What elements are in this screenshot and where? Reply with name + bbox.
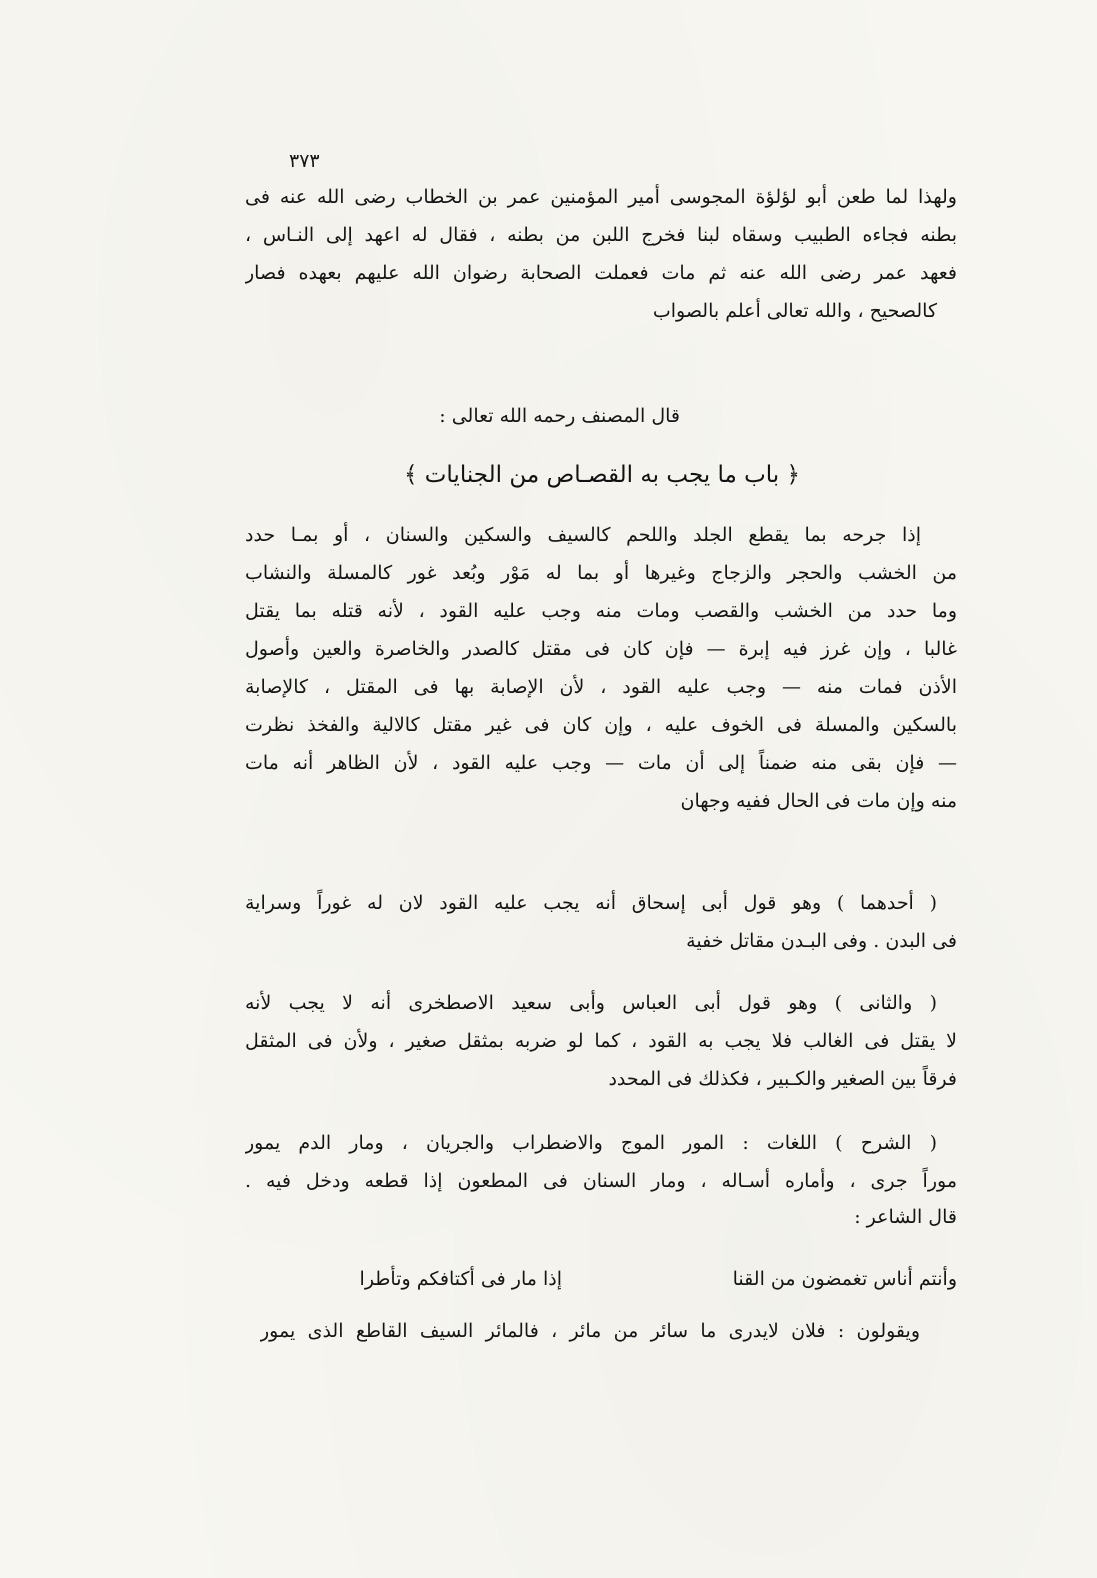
text-line: غالبا ، وإن غرز فيه إبرة — فإن كان فى مقتل كالصدر والخاصرة والعين وأصول — [245, 638, 957, 660]
text-line: منه وإن مات فى الحال ففيه وجهان — [680, 790, 957, 812]
text-line: قال الشاعر : — [854, 1206, 957, 1228]
text-line: فى البدن . وفى البـدن مقاتل خفية — [686, 930, 957, 952]
text-line: لا يقتل فى الغالب فلا يجب به القود ، كما لو ضربه بمثقل صغير ، ولأن فى المثقل — [245, 1030, 957, 1052]
verse-first-hemistich: وأنتم أناس تغمضون من القنا — [732, 1268, 957, 1290]
text-line: فرقاً بين الصغير والكـبير ، فكذلك فى المحدد — [608, 1068, 957, 1090]
text-line: ويقولون : فلان لايدرى ما سائر من مائر ، فالمائر السيف القاطع الذى يمور — [260, 1320, 920, 1342]
page-number: ٣٧٣ — [289, 150, 320, 172]
text-line: بطنه فجاءه الطبيب وسقاه لبنا فخرج اللبن من بطنه ، فقال له اعهد إلى النـاس ، — [245, 224, 957, 246]
text-line: إذا جرحه بما يقطع الجلد واللحم كالسيف والسكين والسنان ، أو بمـا حدد — [245, 524, 921, 546]
paragraph-main-text — [245, 516, 957, 820]
text-line: من الخشب والحجر والزجاج وغيرها أو بما له مَوْر وبُعد غور كالمسلة والنشاب — [245, 562, 957, 584]
text-line: ولهذا لما طعن أبو لؤلؤة المجوسى أمير المؤمنين عمر بن الخطاب رضى الله عنه فى — [245, 186, 957, 208]
text-line: ( والثانى ) وهو قول أبى العباس وأبى سعيد الاصطخرى أنه لا يجب لأنه — [245, 992, 937, 1014]
text-line: بالسكين والمسلة فى الخوف عليه ، وإن كان فى غير مقتل كالالية والفخذ نظرت — [245, 714, 957, 736]
author-intro: قال المصنف رحمه الله تعالى : — [439, 405, 680, 427]
text-line: ( الشرح ) اللغات : المور الموج والاضطراب والجريان ، ومار الدم يمور — [245, 1132, 937, 1154]
paragraph-first-view — [245, 884, 957, 960]
text-line: الأذن فمات منه — وجب عليه القود ، لأن الإصابة بها فى المقتل ، كالإصابة — [245, 676, 957, 698]
text-line: فعهد عمر رضى الله عنه ثم مات فعملت الصحابة رضوان الله عليهم بعهده فصار — [245, 262, 957, 284]
paragraph-closing — [260, 1312, 920, 1350]
verse-second-hemistich: إذا مار فى أكتافكم وتأطرا — [359, 1268, 562, 1290]
text-line: — فإن بقى منه ضمناً إلى أن مات — وجب عليه القود ، لأن الظاهر أنه مات — [245, 752, 957, 774]
paragraph-opening — [245, 178, 957, 330]
text-line: وما حدد من الخشب والقصب ومات منه وجب عليه القود ، لأنه قتله بما يقتل — [245, 600, 957, 622]
chapter-title: ﴿ باب ما يجب به القصـاص من الجنايات ﴾ — [403, 462, 800, 488]
text-line: كالصحيح ، والله تعالى أعلم بالصواب — [652, 300, 937, 322]
paragraph-commentary — [245, 1124, 957, 1234]
text-line: ( أحدهما ) وهو قول أبى إسحاق أنه يجب عليه القود لان له غوراً وسراية — [245, 892, 937, 914]
paragraph-second-view — [245, 984, 957, 1098]
text-line: موراً جرى ، وأماره أسـاله ، ومار السنان فى المطعون إذا قطعه ودخل فيه . — [245, 1170, 957, 1192]
